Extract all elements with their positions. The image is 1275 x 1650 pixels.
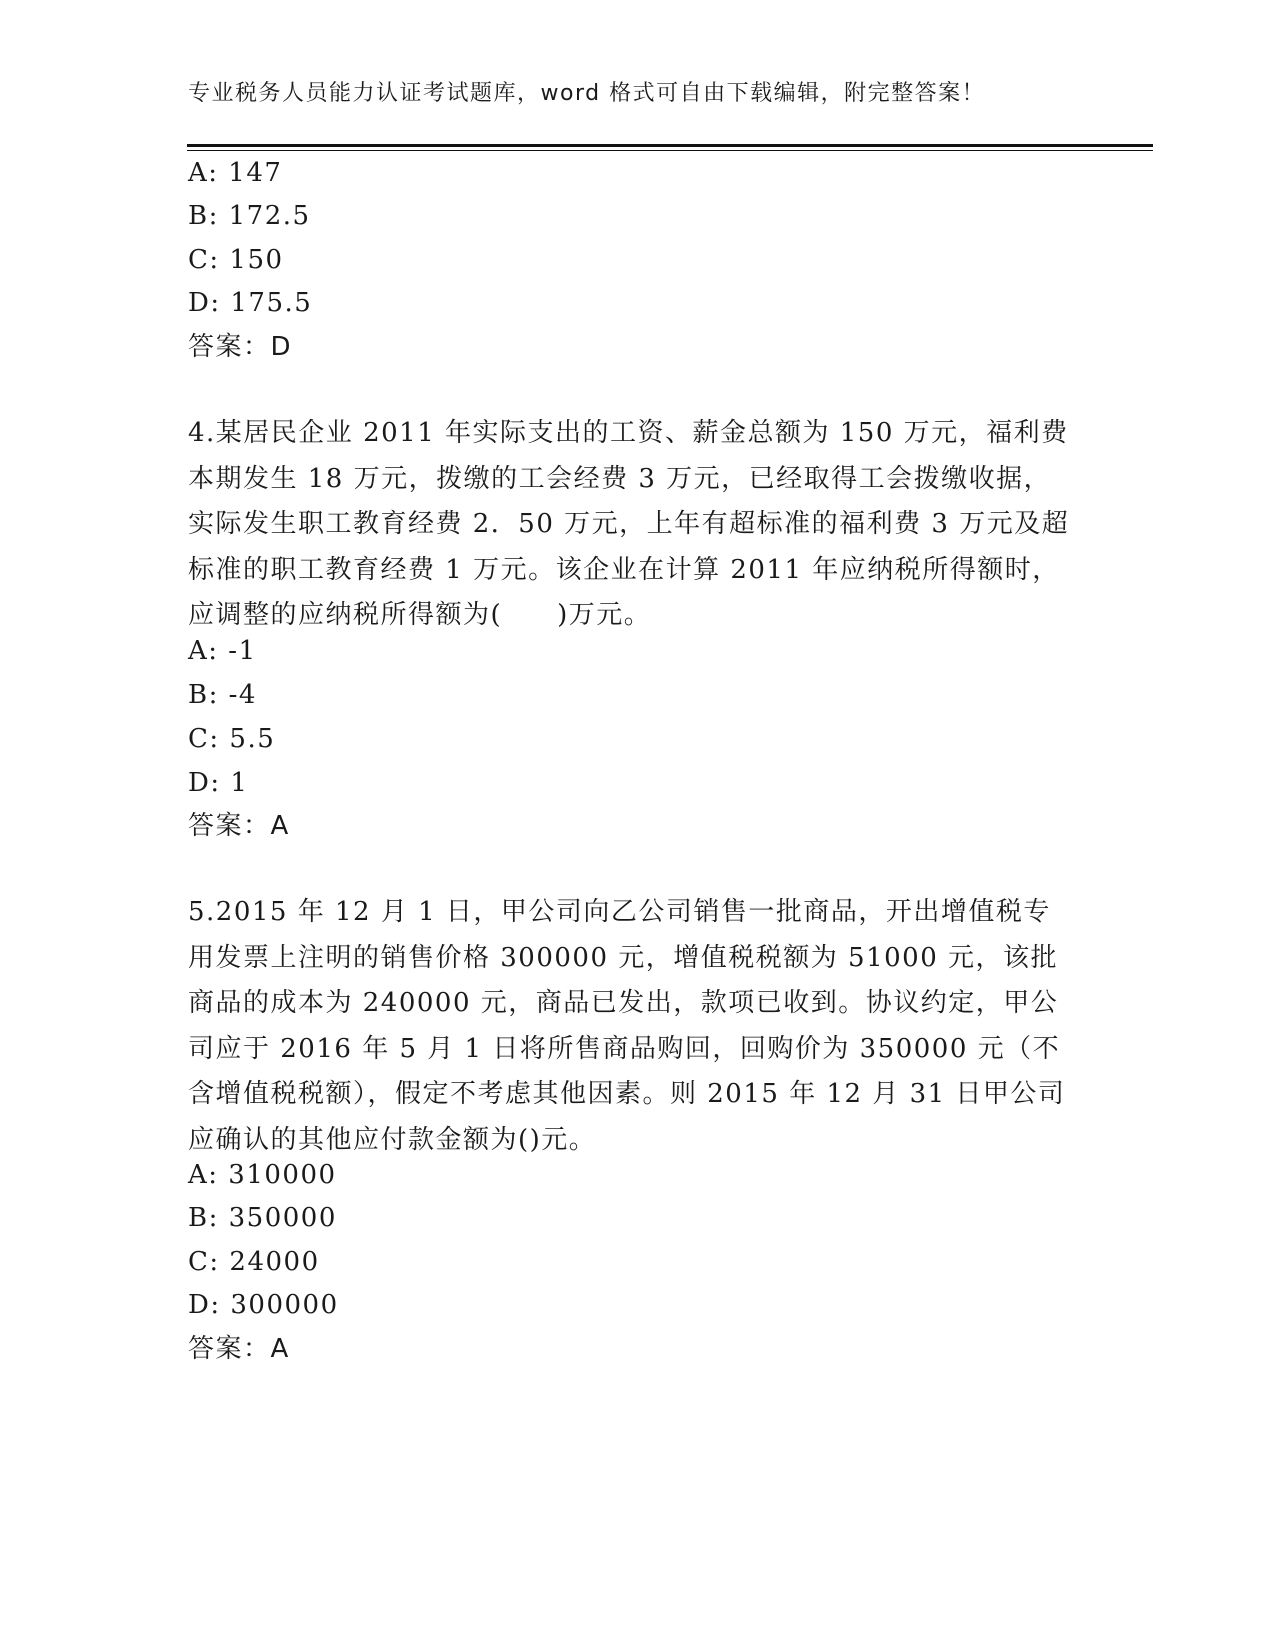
q5-option-b: B: 350000 (188, 1203, 337, 1233)
header-divider-thin (187, 150, 1153, 151)
q4-option-d: D: 1 (188, 768, 249, 798)
q5-option-a: A: 310000 (188, 1160, 337, 1190)
q5-answer: 答案：A (188, 1334, 290, 1364)
q3-option-c: C: 150 (188, 245, 284, 275)
q4-option-a: A: -1 (188, 636, 257, 666)
q3-option-b: B: 172.5 (188, 201, 311, 231)
document-header: 专业税务人员能力认证考试题库，word 格式可自由下载编辑，附完整答案！ (188, 81, 986, 106)
q4-answer: 答案：A (188, 811, 290, 841)
q4-option-c: C: 5.5 (188, 724, 276, 754)
q3-option-d: D: 175.5 (188, 288, 313, 318)
q5-text: 5.2015 年 12 月 1 日，甲公司向乙公司销售一批商品，开出增值税专用发票上注明的销售价格 300000 元，增值税税额为 51000 元，该批商品的成本为 240000 元，商品已发出，款项已收到。协议约定，甲公司应于 2016 年 5 月 1 日将所售商品购回，回购价为 350000 元（不含增值税税额），假定不考虑其他因素。则 2015 年 12 月 31 日甲公司应确认的其他应付款金额为()元。 (188, 897, 1066, 1155)
q5-option-c: C: 24000 (188, 1247, 320, 1277)
header-divider (187, 144, 1153, 147)
q3-answer: 答案：D (188, 332, 293, 362)
q4-text: 4.某居民企业 2011 年实际支出的工资、薪金总额为 150 万元，福利费本期发生 18 万元，拨缴的工会经费 3 万元，已经取得工会拨缴收据，实际发生职工教育经费 2．50 万元，上年有超标准的福利费 3 万元及超标准的职工教育经费 1 万元。该企业在计算 2011 年应纳税所得额时，应调整的应纳税所得额为( )万元。 (188, 418, 1070, 630)
q5-option-d: D: 300000 (188, 1290, 339, 1320)
q3-option-a: A: 147 (188, 158, 283, 188)
q4-option-b: B: -4 (188, 680, 257, 710)
